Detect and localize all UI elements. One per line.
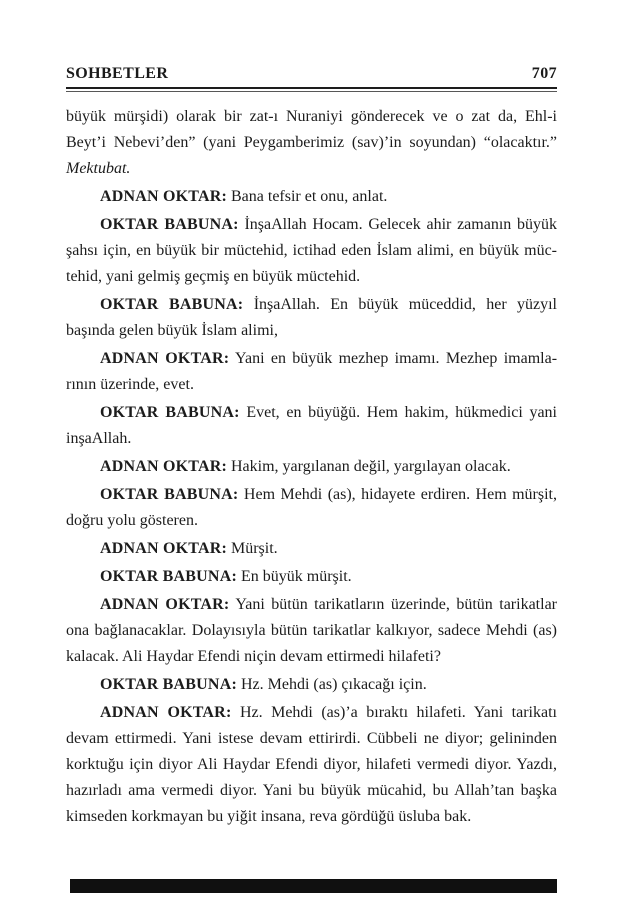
dialogue-body <box>66 104 557 830</box>
speaker-label: ADNAN OKTAR: <box>100 188 227 205</box>
speaker-label: ADNAN OKTAR: <box>100 540 227 557</box>
dialogue-paragraph: OKTAR BABUNA: İnşaAllah Hocam. Gelecek ahir zamanın büyük şahsı için, en büyük bir müctehid, ictihad eden İslam alimi, en büyük müctehid, yani gelmiş geçmiş en büyük müctehid. <box>66 216 557 285</box>
dialogue-paragraph: OKTAR BABUNA: Hem Mehdi (as), hidayete erdiren. Hem mürşit, doğru yolu gösteren. <box>66 486 557 529</box>
dialogue-paragraph: ADNAN OKTAR: Hz. Mehdi (as)’a bıraktı hilafeti. Yani tarikatı devam ettirmedi. Yani istese devam ettirirdi. Cübbeli ne diyor; gelininden korktuğu için diyor Ali Haydar Efendi diyor, hilafeti vermedi diyor. Yazdı, hazırladı ama vermedi diyor. Yani bu büyük mücahid, bu Allah’tan başka kimseden korkmayan bu yiğit insana, reva gördüğü üsluba bak. <box>66 704 557 825</box>
speaker-label: ADNAN OKTAR: <box>100 350 230 367</box>
dialogue-paragraph: ADNAN OKTAR: Yani bütün tarikatların üzerinde, bütün tarikatlar ona bağlanacaklar. Dolayısıyla bütün tarikatlar kalkıyor, sadece Mehdi (as) kalacak. Ali Haydar Efendi niçin devam ettirmedi hilafeti? <box>66 596 558 665</box>
page-number: 707 <box>531 65 557 82</box>
dialogue-paragraph: ADNAN OKTAR: Yani en büyük mezhep imamı. Mezhep imamlarının üzerinde, evet. <box>66 350 558 393</box>
speaker-label: OKTAR BABUNA: <box>100 568 237 585</box>
dialogue-paragraph: OKTAR BABUNA: Hz. Mehdi (as) çıkacağı için. <box>100 676 427 693</box>
dialogue-paragraph: ADNAN OKTAR: Hakim, yargılanan değil, yargılayan olacak. <box>100 458 511 475</box>
dialogue-paragraph: büyük mürşidi) olarak bir zat-ı Nuraniyi gönderecek ve o zat da, Ehl-i Beyt’i Nebevi’den” (yani Peygamberimiz (sav)’in soyundan) “olacaktır.” Mektubat. <box>66 108 557 177</box>
dialogue-paragraph: OKTAR BABUNA: İnşaAllah. En büyük müceddid, her yüzyıl başında gelen büyük İslam alimi, <box>66 296 557 339</box>
speaker-label: OKTAR BABUNA: <box>100 486 239 503</box>
speaker-label: OKTAR BABUNA: <box>100 296 244 313</box>
running-title: SOHBETLER <box>66 65 169 82</box>
dialogue-paragraph: ADNAN OKTAR: Bana tefsir et onu, anlat. <box>100 188 388 205</box>
speaker-label: ADNAN OKTAR: <box>100 458 227 475</box>
header-rule <box>66 87 557 92</box>
dialogue-paragraph: OKTAR BABUNA: Evet, en büyüğü. Hem hakim, hükmedici yani inşaAllah. <box>66 404 557 447</box>
page-header <box>66 65 557 82</box>
speaker-label: ADNAN OKTAR: <box>100 704 232 721</box>
speaker-label: ADNAN OKTAR: <box>100 596 230 613</box>
speaker-label: OKTAR BABUNA: <box>100 676 237 693</box>
scan-artifact-bar <box>70 879 557 893</box>
cited-work-title: Mektubat. <box>66 160 131 177</box>
dialogue-paragraph: OKTAR BABUNA: En büyük mürşit. <box>100 568 352 585</box>
speaker-label: OKTAR BABUNA: <box>100 216 239 233</box>
dialogue-paragraph: ADNAN OKTAR: Mürşit. <box>100 540 278 557</box>
speaker-label: OKTAR BABUNA: <box>100 404 240 421</box>
